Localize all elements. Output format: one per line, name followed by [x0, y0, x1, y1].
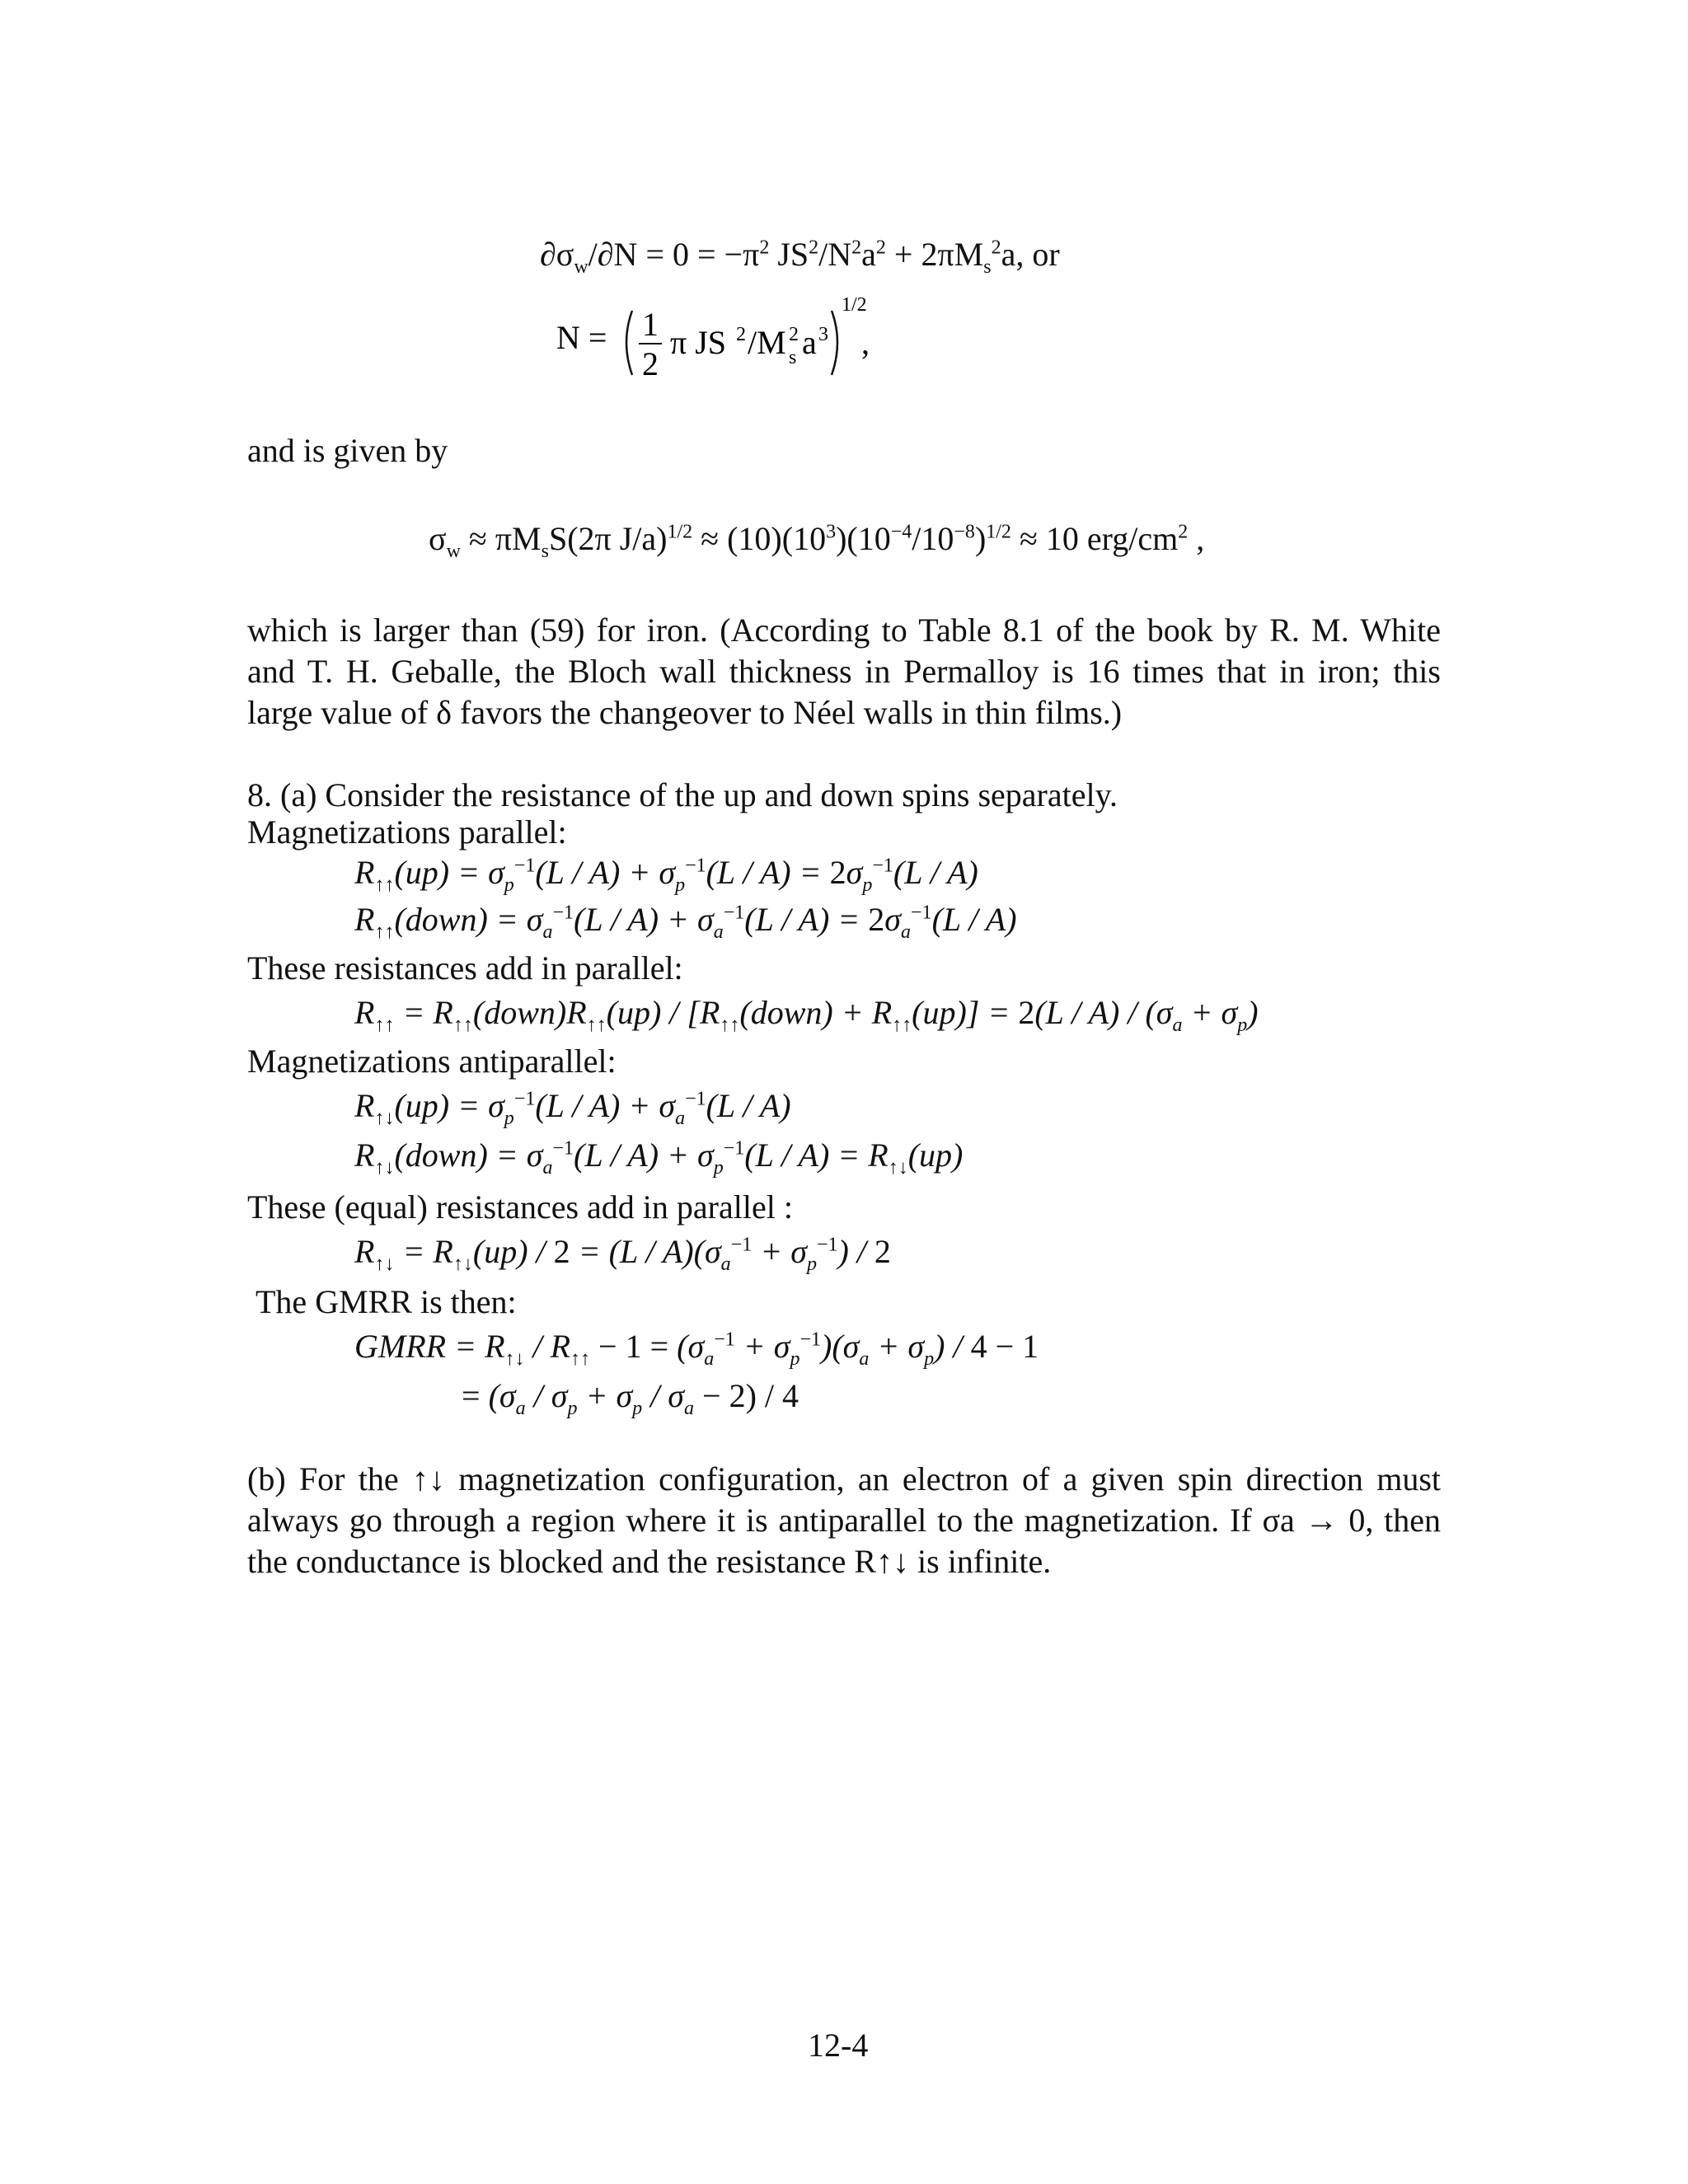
equation-R-antiparallel-total: $R_{↑↓} = R_{↑↓}(up) / 2 = (L / A)(\sigma_a^{-1} + \sigma_p^{-1}) / 2$	[354, 1233, 891, 1275]
equation-derivative-text: $\partial\sigma_w/\partial N = 0 = -\pi^2$ $JS^2/N^2a^2 + 2\pi M_s^2a$, or	[540, 236, 1060, 278]
svg-text:N =: N =	[556, 319, 607, 356]
equation-sigma-w	[429, 519, 1204, 563]
svg-text:a: a	[802, 324, 817, 361]
paragraph-line: always go through a region where it is antiparallel to the magnetization. If σa → 0, then	[247, 1502, 1441, 1539]
paragraph-larger-than-iron	[247, 610, 1441, 733]
label-equal-add-in-parallel: These (equal) resistances add in parallel :	[247, 1188, 793, 1226]
paragraph-line: which is larger than (59) for iron. (According to Table 8.1 of the book by R. M. White	[247, 612, 1441, 649]
text-given-by: and is given by	[247, 432, 448, 469]
svg-text:1/2: 1/2	[842, 294, 867, 316]
equation-R-parallel-down: $R_{↑↑}(down) = \sigma_a^{-1}(L / A) + \sigma_a^{-1}(L / A) = 2\sigma_a^{-1}(L / A)$	[354, 901, 1017, 943]
equation-derivative	[540, 235, 1060, 279]
equation-gmrr-line-2: = $(\sigma_a / \sigma_p + \sigma_p / \sigma_a - 2) / 4$	[462, 1377, 799, 1419]
svg-text:2: 2	[789, 324, 799, 345]
paragraph-line: the conductance is blocked and the resistance R↑↓ is infinite.	[247, 1543, 1052, 1580]
paragraph-part-b	[247, 1459, 1441, 1582]
svg-text:s: s	[789, 347, 797, 368]
equation-R-antiparallel-up: $R_{↑↓}(up) = \sigma_p^{-1}(L / A) + \sigma_a^{-1}(L / A)$	[354, 1087, 791, 1129]
paragraph-line: large value of δ favors the changeover to Néel walls in thin films.)	[247, 694, 1123, 731]
equation-R-parallel-up: $R_{↑↑}(up) = \sigma_p^{-1}(L / A) + \sigma_p^{-1}(L / A) = 2\sigma_p^{-1}(L / A)$	[354, 854, 978, 896]
svg-text:/M: /M	[748, 324, 786, 361]
paragraph-line: and T. H. Geballe, the Bloch wall thickness in Permalloy is 16 times that in iron; this	[247, 653, 1441, 690]
equation-N-graphic	[556, 293, 903, 391]
equation-sigma-w-text: $\sigma_w \approx \pi M_sS(2\pi$ $J/a)^{1/2} \approx (10)(10^3)(10^{-4}/10^{-8})^{1/2} \approx 10$ erg/$cm^2$ ,	[429, 520, 1205, 562]
label-gmrr-then: The GMRR is then:	[256, 1283, 517, 1320]
label-add-in-parallel: These resistances add in parallel:	[247, 949, 683, 987]
equation-R-parallel-total: $R_{↑↑}$ = $R_{↑↑}(down)R_{↑↑}(up)$ / $[R_{↑↑}(down) + R_{↑↑}(up)] = 2(L / A) / (\sigma_a + \sigma_p)$	[354, 994, 1259, 1036]
label-magnetizations-parallel: Magnetizations parallel:	[247, 813, 567, 851]
svg-text:2: 2	[642, 345, 659, 382]
equation-R-antiparallel-down: $R_{↑↓}(down) = \sigma_a^{-1}(L / A) + \sigma_p^{-1}(L / A) = R_{↑↓}(up)$	[354, 1137, 964, 1179]
svg-text:3: 3	[818, 324, 828, 345]
svg-text:,: ,	[861, 324, 870, 361]
equation-N	[556, 293, 903, 400]
svg-text:π JS: π JS	[670, 324, 727, 361]
svg-text:1: 1	[642, 306, 659, 343]
paragraph-line: (b) For the ↑↓ magnetization configuration, an electron of a given spin direction must	[247, 1460, 1441, 1497]
svg-text:2: 2	[736, 324, 746, 345]
question-8a-heading: 8. (a) Consider the resistance of the up and down spins separately.	[247, 776, 1118, 813]
label-magnetizations-antiparallel: Magnetizations antiparallel:	[247, 1043, 617, 1080]
equation-gmrr-line-1: GMRR = $R_{↑↓} / R_{↑↑} - 1 = (\sigma_a^{-1} + \sigma_p^{-1})(\sigma_a + \sigma_p) / 4 - 1$	[354, 1328, 1039, 1370]
page-number: 12-4	[808, 2027, 869, 2064]
